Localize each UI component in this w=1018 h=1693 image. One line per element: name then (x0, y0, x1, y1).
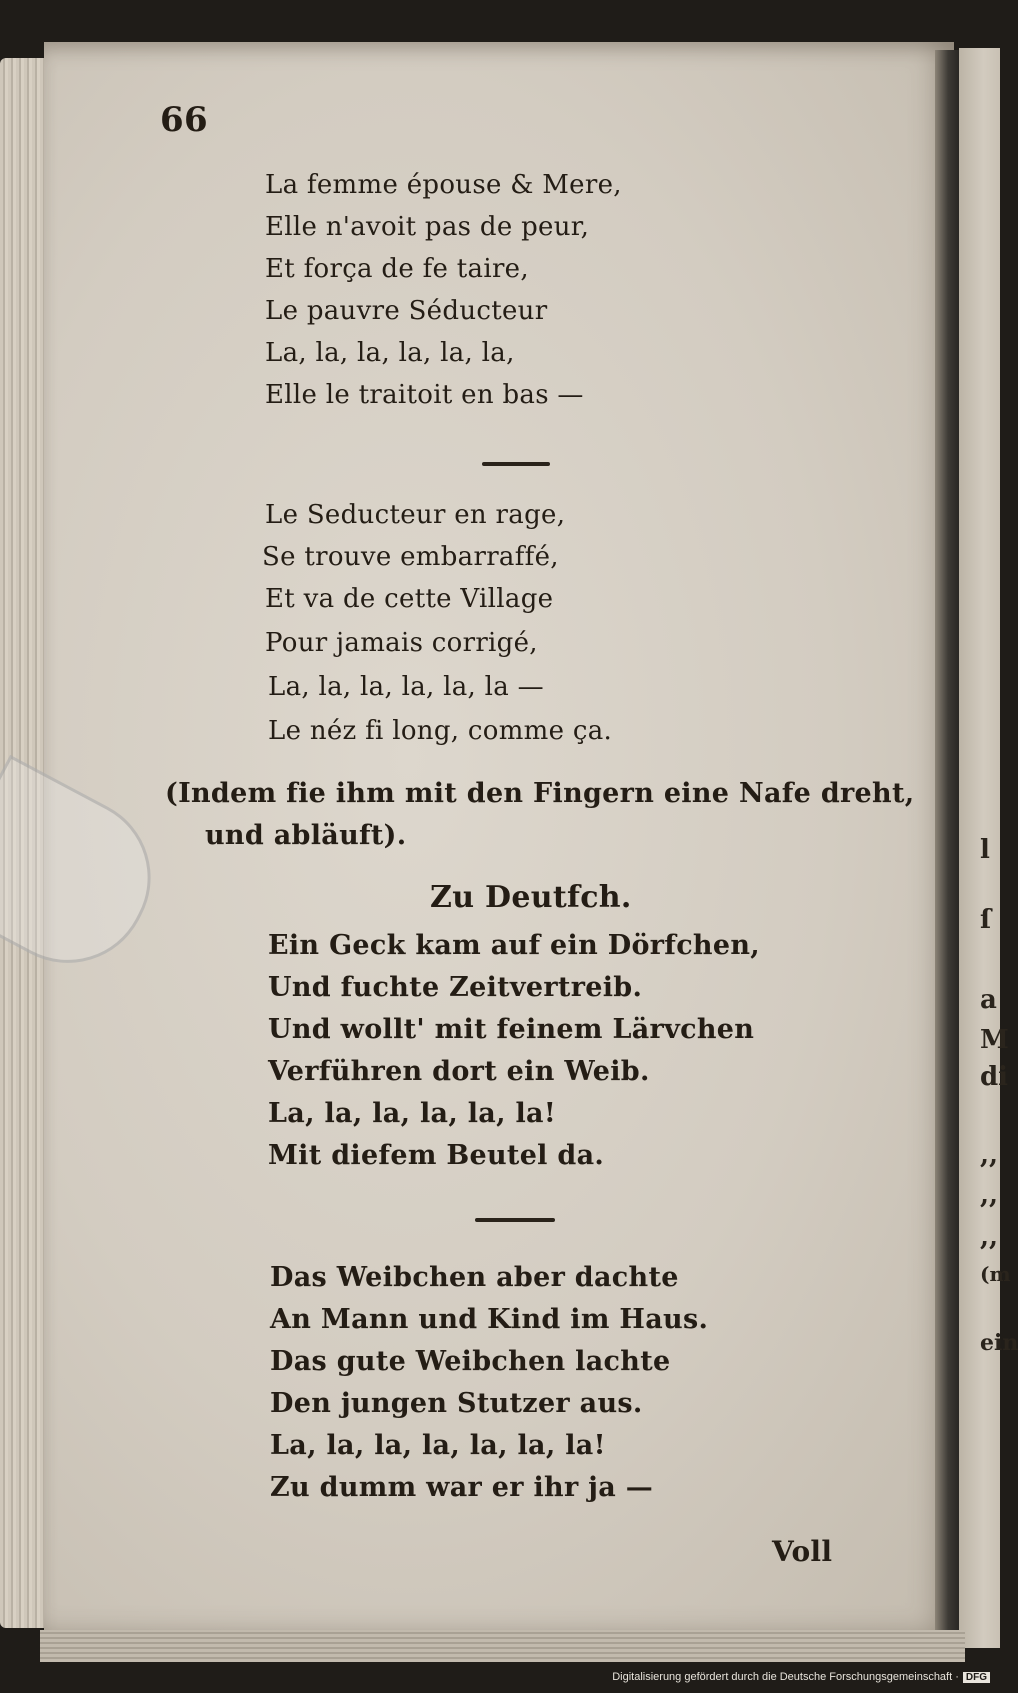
verse-line: Elle le traitoit en bas — (265, 380, 584, 410)
verse-line: La, la, la, la, la, la, la! (270, 1430, 606, 1461)
book-gutter (935, 50, 959, 1635)
verse-line: Pour jamais corrigé, (265, 628, 538, 658)
section-heading: Zu Deutfch. (430, 880, 632, 915)
facing-page-fragment: ,, (980, 1180, 999, 1210)
verse-line: Se trouve embarraffé, (262, 542, 559, 572)
verse-line: Le néz fi long, comme ça. (268, 716, 613, 746)
dfg-logo: DFG (963, 1672, 990, 1683)
verse-line: La, la, la, la, la, la — (268, 672, 544, 702)
facing-page-fragment: a (980, 985, 997, 1015)
verse-line: Mit diefem Beutel da. (268, 1140, 605, 1171)
verse-line: Et va de cette Village (265, 584, 554, 614)
page-bottom-edge (40, 1630, 965, 1662)
verse-line: Zu dumm war er ihr ja — (270, 1472, 654, 1503)
verse-line: Den jungen Stutzer aus. (270, 1388, 643, 1419)
verse-line: Das Weibchen aber dachte (270, 1262, 679, 1293)
stage-direction: (Indem fie ihm mit den Fingern eine Nafe dreht, (165, 778, 915, 809)
stage-direction: und abläuft). (205, 820, 407, 851)
facing-page-fragment: ,, (980, 1140, 999, 1170)
verse-line: La femme épouse & Mere, (265, 170, 622, 200)
stanza-divider (475, 1218, 555, 1222)
verse-line: Und fuchte Zeitvertreib. (268, 972, 643, 1003)
verse-line: Le pauvre Séducteur (265, 296, 548, 326)
credit-text: Digitalisierung gefördert durch die Deutsche Forschungsgemeinschaft · (612, 1671, 959, 1683)
facing-page-fragment: ſ (980, 905, 992, 935)
page-number: 66 (160, 100, 208, 140)
facing-page-fragment: M (980, 1025, 1009, 1055)
verse-line: Das gute Weibchen lachte (270, 1346, 671, 1377)
verse-line: Le Seducteur en rage, (265, 500, 566, 530)
catchword: Voll (772, 1535, 833, 1568)
facing-page-fragment: ein (980, 1330, 1018, 1356)
verse-line: La, la, la, la, la, la, (265, 338, 515, 368)
facing-page-fragment: l (980, 835, 990, 865)
facing-page-fragment: ,, (980, 1222, 999, 1252)
verse-line: Et força de fe taire, (265, 254, 529, 284)
verse-line: An Mann und Kind im Haus. (270, 1304, 709, 1335)
facing-page-fragment: di (980, 1062, 1009, 1092)
facing-page-fragment: (m (980, 1262, 1011, 1286)
verse-line: Und wollt' mit feinem Lärvchen (268, 1014, 755, 1045)
verse-line: Ein Geck kam auf ein Dörfchen, (268, 930, 760, 961)
verse-line: Verführen dort ein Weib. (268, 1056, 650, 1087)
digitization-credit (612, 1671, 990, 1683)
verse-line: La, la, la, la, la, la! (268, 1098, 556, 1129)
stanza-divider (482, 462, 550, 466)
verse-line: Elle n'avoit pas de peur, (265, 212, 590, 242)
